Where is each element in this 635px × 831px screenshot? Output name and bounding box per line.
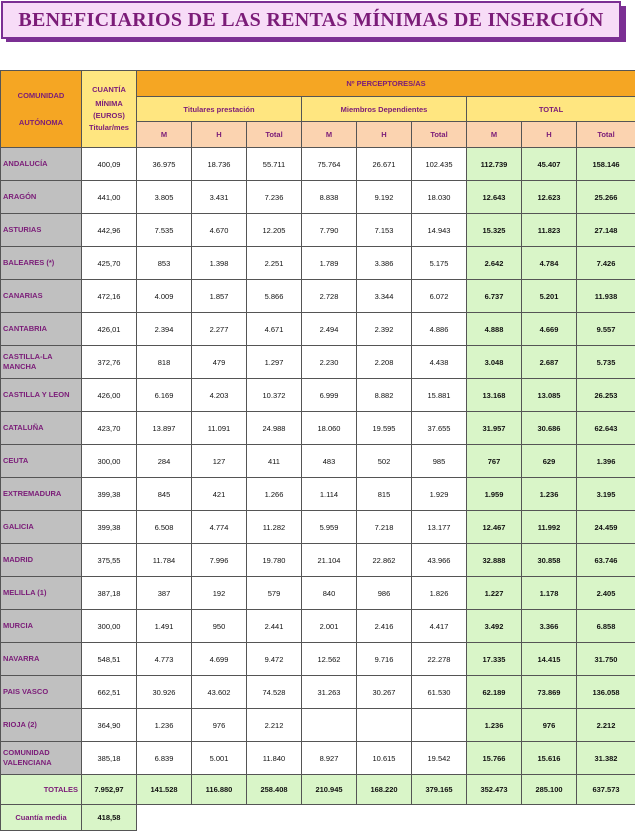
- header-miembros-total: Total: [412, 122, 467, 148]
- miembros-total-cell: 985: [412, 445, 467, 478]
- comunidad-cell: ANDALUCÍA: [1, 148, 82, 181]
- total-m-cell: 62.189: [467, 676, 522, 709]
- miembros-m-cell: 12.562: [302, 643, 357, 676]
- header-perceptores: Nº PERCEPTORES/AS: [137, 71, 635, 97]
- miembros-h-cell: 30.267: [357, 676, 412, 709]
- titulares-h-cell: 421: [192, 478, 247, 511]
- titulares-m-cell: 6.169: [137, 379, 192, 412]
- titulares-total-cell: 2.251: [247, 247, 302, 280]
- header-titulares-h: H: [192, 122, 247, 148]
- comunidad-cell: MURCIA: [1, 610, 82, 643]
- total-total-cell: 7.426: [577, 247, 635, 280]
- miembros-h-cell: 986: [357, 577, 412, 610]
- titulares-h-cell: 2.277: [192, 313, 247, 346]
- titulares-h-cell: 479: [192, 346, 247, 379]
- miembros-m-cell: 8.927: [302, 742, 357, 775]
- cuantia-cell: 300,00: [82, 445, 137, 478]
- miembros-m-cell: 6.999: [302, 379, 357, 412]
- total-h-cell: 12.623: [522, 181, 577, 214]
- titulares-m-cell: 13.897: [137, 412, 192, 445]
- total-h-cell: 30.858: [522, 544, 577, 577]
- total-m-cell: 32.888: [467, 544, 522, 577]
- titulares-h-cell: 3.431: [192, 181, 247, 214]
- titulares-h-cell: 127: [192, 445, 247, 478]
- total-h-cell: 4.784: [522, 247, 577, 280]
- miembros-h-cell: [357, 709, 412, 742]
- cuantia-cell: 441,00: [82, 181, 137, 214]
- cuantia-cell: 399,38: [82, 511, 137, 544]
- header-cuantia-line4: Titular/mes: [82, 122, 136, 134]
- comunidad-cell: BALEARES (*): [1, 247, 82, 280]
- total-h-cell: 14.415: [522, 643, 577, 676]
- cuantia-cell: 399,38: [82, 478, 137, 511]
- comunidad-cell: PAIS VASCO: [1, 676, 82, 709]
- totals-miembros-total-cell: 379.165: [412, 775, 467, 805]
- cuantia-media-value: 418,58: [82, 805, 137, 831]
- total-h-cell: 3.366: [522, 610, 577, 643]
- comunidad-cell: MELILLA (1): [1, 577, 82, 610]
- miembros-total-cell: 37.655: [412, 412, 467, 445]
- total-total-cell: 24.459: [577, 511, 635, 544]
- total-total-cell: 1.396: [577, 445, 635, 478]
- header-titulares-total: Total: [247, 122, 302, 148]
- miembros-h-cell: 3.386: [357, 247, 412, 280]
- total-total-cell: 27.148: [577, 214, 635, 247]
- miembros-total-cell: 15.881: [412, 379, 467, 412]
- titulares-m-cell: 1.491: [137, 610, 192, 643]
- total-m-cell: 1.236: [467, 709, 522, 742]
- total-total-cell: 63.746: [577, 544, 635, 577]
- totals-total-m-cell: 352.473: [467, 775, 522, 805]
- total-m-cell: 4.888: [467, 313, 522, 346]
- titulares-h-cell: 43.602: [192, 676, 247, 709]
- total-m-cell: 3.048: [467, 346, 522, 379]
- miembros-m-cell: 1.114: [302, 478, 357, 511]
- total-h-cell: 15.616: [522, 742, 577, 775]
- total-total-cell: 136.058: [577, 676, 635, 709]
- titulares-total-cell: 5.866: [247, 280, 302, 313]
- miembros-h-cell: 502: [357, 445, 412, 478]
- cuantia-cell: 425,70: [82, 247, 137, 280]
- comunidad-cell: CEUTA: [1, 445, 82, 478]
- table-row: [1, 577, 635, 610]
- miembros-total-cell: 18.030: [412, 181, 467, 214]
- total-total-cell: 26.253: [577, 379, 635, 412]
- titulares-m-cell: 7.535: [137, 214, 192, 247]
- miembros-m-cell: 2.728: [302, 280, 357, 313]
- miembros-total-cell: 102.435: [412, 148, 467, 181]
- miembros-total-cell: 5.175: [412, 247, 467, 280]
- titulares-h-cell: 950: [192, 610, 247, 643]
- titulares-total-cell: 1.266: [247, 478, 302, 511]
- comunidad-cell: ASTURIAS: [1, 214, 82, 247]
- total-h-cell: 976: [522, 709, 577, 742]
- total-h-cell: 5.201: [522, 280, 577, 313]
- titulares-total-cell: 411: [247, 445, 302, 478]
- total-m-cell: 13.168: [467, 379, 522, 412]
- table-row: [1, 544, 635, 577]
- miembros-h-cell: 22.862: [357, 544, 412, 577]
- totals-total-h-cell: 285.100: [522, 775, 577, 805]
- header-cuantia: [82, 71, 137, 148]
- titulares-m-cell: 6.508: [137, 511, 192, 544]
- miembros-h-cell: 2.392: [357, 313, 412, 346]
- header-total: TOTAL: [467, 97, 635, 122]
- total-m-cell: 17.335: [467, 643, 522, 676]
- total-h-cell: 13.085: [522, 379, 577, 412]
- cuantia-cell: 662,51: [82, 676, 137, 709]
- comunidad-cell: RIOJA (2): [1, 709, 82, 742]
- blank-cell: [137, 805, 635, 831]
- header-row-1: [1, 71, 635, 97]
- beneficiaries-table: [0, 70, 635, 831]
- miembros-h-cell: 9.192: [357, 181, 412, 214]
- cuantia-cell: 423,70: [82, 412, 137, 445]
- total-m-cell: 112.739: [467, 148, 522, 181]
- titulares-h-cell: 4.774: [192, 511, 247, 544]
- total-m-cell: 12.467: [467, 511, 522, 544]
- total-total-cell: 11.938: [577, 280, 635, 313]
- miembros-m-cell: 1.789: [302, 247, 357, 280]
- miembros-total-cell: 14.943: [412, 214, 467, 247]
- comunidad-cell: NAVARRA: [1, 643, 82, 676]
- titulares-h-cell: 11.091: [192, 412, 247, 445]
- total-h-cell: 11.823: [522, 214, 577, 247]
- miembros-m-cell: 5.959: [302, 511, 357, 544]
- cuantia-cell: 472,16: [82, 280, 137, 313]
- total-total-cell: 9.557: [577, 313, 635, 346]
- comunidad-cell: CASTILLA Y LEON: [1, 379, 82, 412]
- titulares-m-cell: 853: [137, 247, 192, 280]
- cuantia-cell: 387,18: [82, 577, 137, 610]
- header-miembros-h: H: [357, 122, 412, 148]
- table-row: [1, 379, 635, 412]
- comunidad-cell: EXTREMADURA: [1, 478, 82, 511]
- comunidad-cell: ARAGÓN: [1, 181, 82, 214]
- miembros-total-cell: 13.177: [412, 511, 467, 544]
- table-row: [1, 610, 635, 643]
- total-total-cell: 31.382: [577, 742, 635, 775]
- total-m-cell: 15.325: [467, 214, 522, 247]
- titulares-m-cell: 284: [137, 445, 192, 478]
- total-h-cell: 30.686: [522, 412, 577, 445]
- header-cuantia-line2: MÍNIMA: [82, 98, 136, 110]
- titulares-h-cell: 976: [192, 709, 247, 742]
- cuantia-cell: 426,00: [82, 379, 137, 412]
- miembros-h-cell: 2.208: [357, 346, 412, 379]
- miembros-total-cell: 1.929: [412, 478, 467, 511]
- table-row: [1, 214, 635, 247]
- table-row: [1, 148, 635, 181]
- comunidad-cell: CANARIAS: [1, 280, 82, 313]
- miembros-m-cell: 2.494: [302, 313, 357, 346]
- titulares-m-cell: 2.394: [137, 313, 192, 346]
- total-h-cell: 73.869: [522, 676, 577, 709]
- miembros-m-cell: 8.838: [302, 181, 357, 214]
- titulares-total-cell: 10.372: [247, 379, 302, 412]
- titulares-m-cell: 1.236: [137, 709, 192, 742]
- titulares-total-cell: 19.780: [247, 544, 302, 577]
- header-titulares: Titulares prestación: [137, 97, 302, 122]
- total-total-cell: 158.146: [577, 148, 635, 181]
- miembros-total-cell: [412, 709, 467, 742]
- totals-miembros-m-cell: 210.945: [302, 775, 357, 805]
- cuantia-cell: 400,09: [82, 148, 137, 181]
- miembros-h-cell: 815: [357, 478, 412, 511]
- titulares-total-cell: 11.840: [247, 742, 302, 775]
- totals-miembros-h-cell: 168.220: [357, 775, 412, 805]
- totals-label: TOTALES: [1, 775, 82, 805]
- header-comunidad-line2: AUTÓNOMA: [1, 118, 81, 127]
- total-m-cell: 2.642: [467, 247, 522, 280]
- cuantia-cell: 385,18: [82, 742, 137, 775]
- miembros-h-cell: 7.153: [357, 214, 412, 247]
- comunidad-cell: CATALUÑA: [1, 412, 82, 445]
- titulares-total-cell: 1.297: [247, 346, 302, 379]
- total-m-cell: 31.957: [467, 412, 522, 445]
- miembros-total-cell: 1.826: [412, 577, 467, 610]
- miembros-m-cell: 2.001: [302, 610, 357, 643]
- titulares-m-cell: 387: [137, 577, 192, 610]
- titulares-m-cell: 36.975: [137, 148, 192, 181]
- header-cuantia-line3: (EUROS): [82, 110, 136, 122]
- total-h-cell: 1.236: [522, 478, 577, 511]
- total-total-cell: 2.212: [577, 709, 635, 742]
- table-row: [1, 742, 635, 775]
- titulares-m-cell: 11.784: [137, 544, 192, 577]
- cuantia-cell: 364,90: [82, 709, 137, 742]
- titulares-h-cell: 4.203: [192, 379, 247, 412]
- totals-titulares-m-cell: 141.528: [137, 775, 192, 805]
- table-row: [1, 346, 635, 379]
- miembros-h-cell: 8.882: [357, 379, 412, 412]
- comunidad-cell: COMUNIDAD VALENCIANA: [1, 742, 82, 775]
- miembros-total-cell: 22.278: [412, 643, 467, 676]
- cuantia-media-label: Cuantía media: [1, 805, 82, 831]
- cuantia-cell: 375,55: [82, 544, 137, 577]
- titulares-total-cell: 7.236: [247, 181, 302, 214]
- total-h-cell: 4.669: [522, 313, 577, 346]
- titulares-h-cell: 4.670: [192, 214, 247, 247]
- totals-titulares-total-cell: 258.408: [247, 775, 302, 805]
- miembros-h-cell: 9.716: [357, 643, 412, 676]
- total-h-cell: 11.992: [522, 511, 577, 544]
- titulares-total-cell: 2.441: [247, 610, 302, 643]
- total-h-cell: 1.178: [522, 577, 577, 610]
- miembros-h-cell: 19.595: [357, 412, 412, 445]
- miembros-h-cell: 3.344: [357, 280, 412, 313]
- titulares-total-cell: 11.282: [247, 511, 302, 544]
- titulares-m-cell: 4.009: [137, 280, 192, 313]
- total-total-cell: 25.266: [577, 181, 635, 214]
- miembros-total-cell: 4.438: [412, 346, 467, 379]
- header-cuantia-line1: CUANTÍA: [82, 84, 136, 96]
- miembros-m-cell: 18.060: [302, 412, 357, 445]
- titulares-total-cell: 9.472: [247, 643, 302, 676]
- miembros-total-cell: 6.072: [412, 280, 467, 313]
- table-row: [1, 181, 635, 214]
- total-total-cell: 3.195: [577, 478, 635, 511]
- titulares-m-cell: 845: [137, 478, 192, 511]
- total-h-cell: 2.687: [522, 346, 577, 379]
- miembros-m-cell: 31.263: [302, 676, 357, 709]
- totals-total-total-cell: 637.573: [577, 775, 635, 805]
- table-row: [1, 412, 635, 445]
- table-row: [1, 676, 635, 709]
- titulares-h-cell: 5.001: [192, 742, 247, 775]
- cuantia-cell: 548,51: [82, 643, 137, 676]
- table-row: [1, 313, 635, 346]
- header-total-m: M: [467, 122, 522, 148]
- miembros-h-cell: 10.615: [357, 742, 412, 775]
- total-h-cell: 629: [522, 445, 577, 478]
- cuantia-cell: 372,76: [82, 346, 137, 379]
- cuantia-cell: 300,00: [82, 610, 137, 643]
- comunidad-cell: MADRID: [1, 544, 82, 577]
- table-row: [1, 643, 635, 676]
- total-m-cell: 12.643: [467, 181, 522, 214]
- miembros-h-cell: 2.416: [357, 610, 412, 643]
- media-row: [1, 805, 635, 831]
- total-total-cell: 2.405: [577, 577, 635, 610]
- total-total-cell: 5.735: [577, 346, 635, 379]
- titulares-total-cell: 4.671: [247, 313, 302, 346]
- table-row: [1, 247, 635, 280]
- miembros-total-cell: 4.417: [412, 610, 467, 643]
- titulares-total-cell: 55.711: [247, 148, 302, 181]
- miembros-total-cell: 43.966: [412, 544, 467, 577]
- total-m-cell: 3.492: [467, 610, 522, 643]
- total-m-cell: 767: [467, 445, 522, 478]
- titulares-total-cell: 579: [247, 577, 302, 610]
- titulares-h-cell: 4.699: [192, 643, 247, 676]
- titulares-h-cell: 1.857: [192, 280, 247, 313]
- comunidad-cell: CASTILLA-LA MANCHA: [1, 346, 82, 379]
- titulares-total-cell: 74.528: [247, 676, 302, 709]
- titulares-total-cell: 2.212: [247, 709, 302, 742]
- miembros-m-cell: 2.230: [302, 346, 357, 379]
- table-row: [1, 478, 635, 511]
- miembros-h-cell: 7.218: [357, 511, 412, 544]
- table-row: [1, 445, 635, 478]
- titulares-h-cell: 192: [192, 577, 247, 610]
- titulares-m-cell: 30.926: [137, 676, 192, 709]
- miembros-m-cell: 21.104: [302, 544, 357, 577]
- table-row: [1, 511, 635, 544]
- page-title: BENEFICIARIOS DE LAS RENTAS MÍNIMAS DE INSERCIÓN: [1, 1, 621, 39]
- miembros-m-cell: 840: [302, 577, 357, 610]
- table-row: [1, 280, 635, 313]
- comunidad-cell: GALICIA: [1, 511, 82, 544]
- header-miembros-m: M: [302, 122, 357, 148]
- cuantia-cell: 442,96: [82, 214, 137, 247]
- total-h-cell: 45.407: [522, 148, 577, 181]
- total-m-cell: 1.227: [467, 577, 522, 610]
- titulares-m-cell: 3.805: [137, 181, 192, 214]
- cuantia-cell: 426,01: [82, 313, 137, 346]
- total-total-cell: 62.643: [577, 412, 635, 445]
- titulares-m-cell: 6.839: [137, 742, 192, 775]
- header-total-total: Total: [577, 122, 635, 148]
- header-comunidad: [1, 71, 82, 148]
- table-row: [1, 709, 635, 742]
- titulares-h-cell: 1.398: [192, 247, 247, 280]
- total-m-cell: 1.959: [467, 478, 522, 511]
- header-comunidad-line1: COMUNIDAD: [1, 91, 81, 100]
- header-miembros: Miembros Dependientes: [302, 97, 467, 122]
- totals-titulares-h-cell: 116.880: [192, 775, 247, 805]
- miembros-h-cell: 26.671: [357, 148, 412, 181]
- total-m-cell: 6.737: [467, 280, 522, 313]
- totals-cuantia-cell: 7.952,97: [82, 775, 137, 805]
- comunidad-cell: CANTABRIA: [1, 313, 82, 346]
- titulares-h-cell: 7.996: [192, 544, 247, 577]
- titulares-total-cell: 12.205: [247, 214, 302, 247]
- titulares-h-cell: 18.736: [192, 148, 247, 181]
- miembros-total-cell: 61.530: [412, 676, 467, 709]
- total-total-cell: 31.750: [577, 643, 635, 676]
- header-titulares-m: M: [137, 122, 192, 148]
- miembros-m-cell: 75.764: [302, 148, 357, 181]
- header-total-h: H: [522, 122, 577, 148]
- miembros-total-cell: 4.886: [412, 313, 467, 346]
- titulares-m-cell: 4.773: [137, 643, 192, 676]
- titulares-total-cell: 24.988: [247, 412, 302, 445]
- miembros-m-cell: 483: [302, 445, 357, 478]
- total-total-cell: 6.858: [577, 610, 635, 643]
- total-m-cell: 15.766: [467, 742, 522, 775]
- miembros-m-cell: 7.790: [302, 214, 357, 247]
- miembros-total-cell: 19.542: [412, 742, 467, 775]
- miembros-m-cell: [302, 709, 357, 742]
- titulares-m-cell: 818: [137, 346, 192, 379]
- totals-row: [1, 775, 635, 805]
